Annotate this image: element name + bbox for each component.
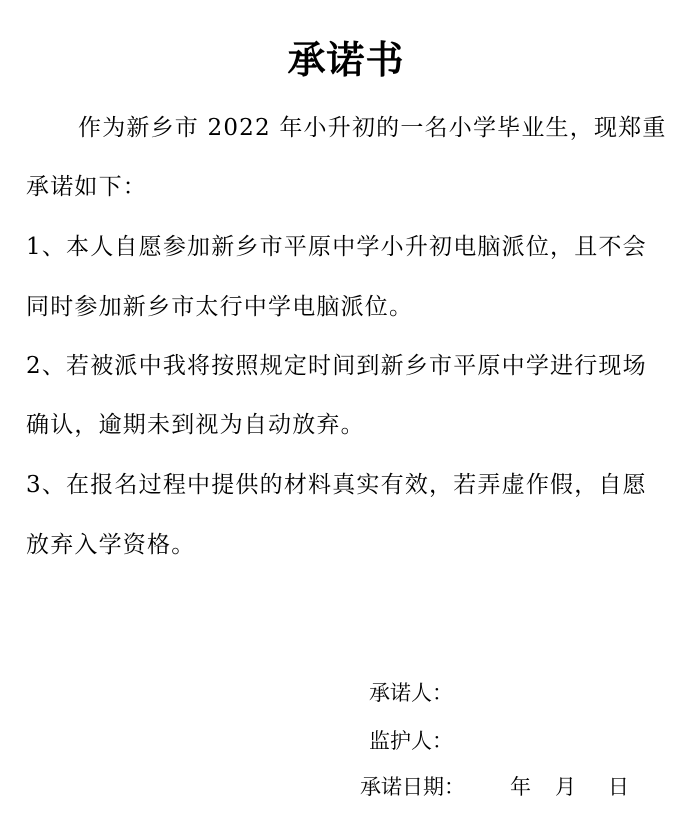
date-year-label: 年 [510, 775, 531, 799]
promiser-label: 承诺人： [369, 681, 453, 705]
item-1-line-2: 同时参加新乡市太行中学电脑派位。 [26, 294, 414, 320]
document-title: 承诺书 [287, 37, 405, 82]
item-1-line-1: 1、本人自愿参加新乡市平原中学小升初电脑派位，且不会 [26, 234, 647, 260]
item-2-line-2: 确认，逾期未到视为自动放弃。 [26, 412, 365, 438]
guardian-label: 监护人： [369, 729, 453, 753]
date-label: 承诺日期： [360, 775, 465, 799]
paragraph-intro-line-1: 作为新乡市 2022 年小升初的一名小学毕业生，现郑重 [78, 115, 667, 141]
date-month-label: 月 [555, 775, 576, 799]
item-3-line-2: 放弃入学资格。 [26, 532, 196, 558]
item-3-line-1: 3、在报名过程中提供的材料真实有效，若弄虚作假，自愿 [26, 472, 647, 498]
date-day-label: 日 [608, 775, 629, 799]
item-2-line-1: 2、若被派中我将按照规定时间到新乡市平原中学进行现场 [26, 353, 647, 379]
paragraph-intro-line-2: 承诺如下： [26, 174, 147, 200]
